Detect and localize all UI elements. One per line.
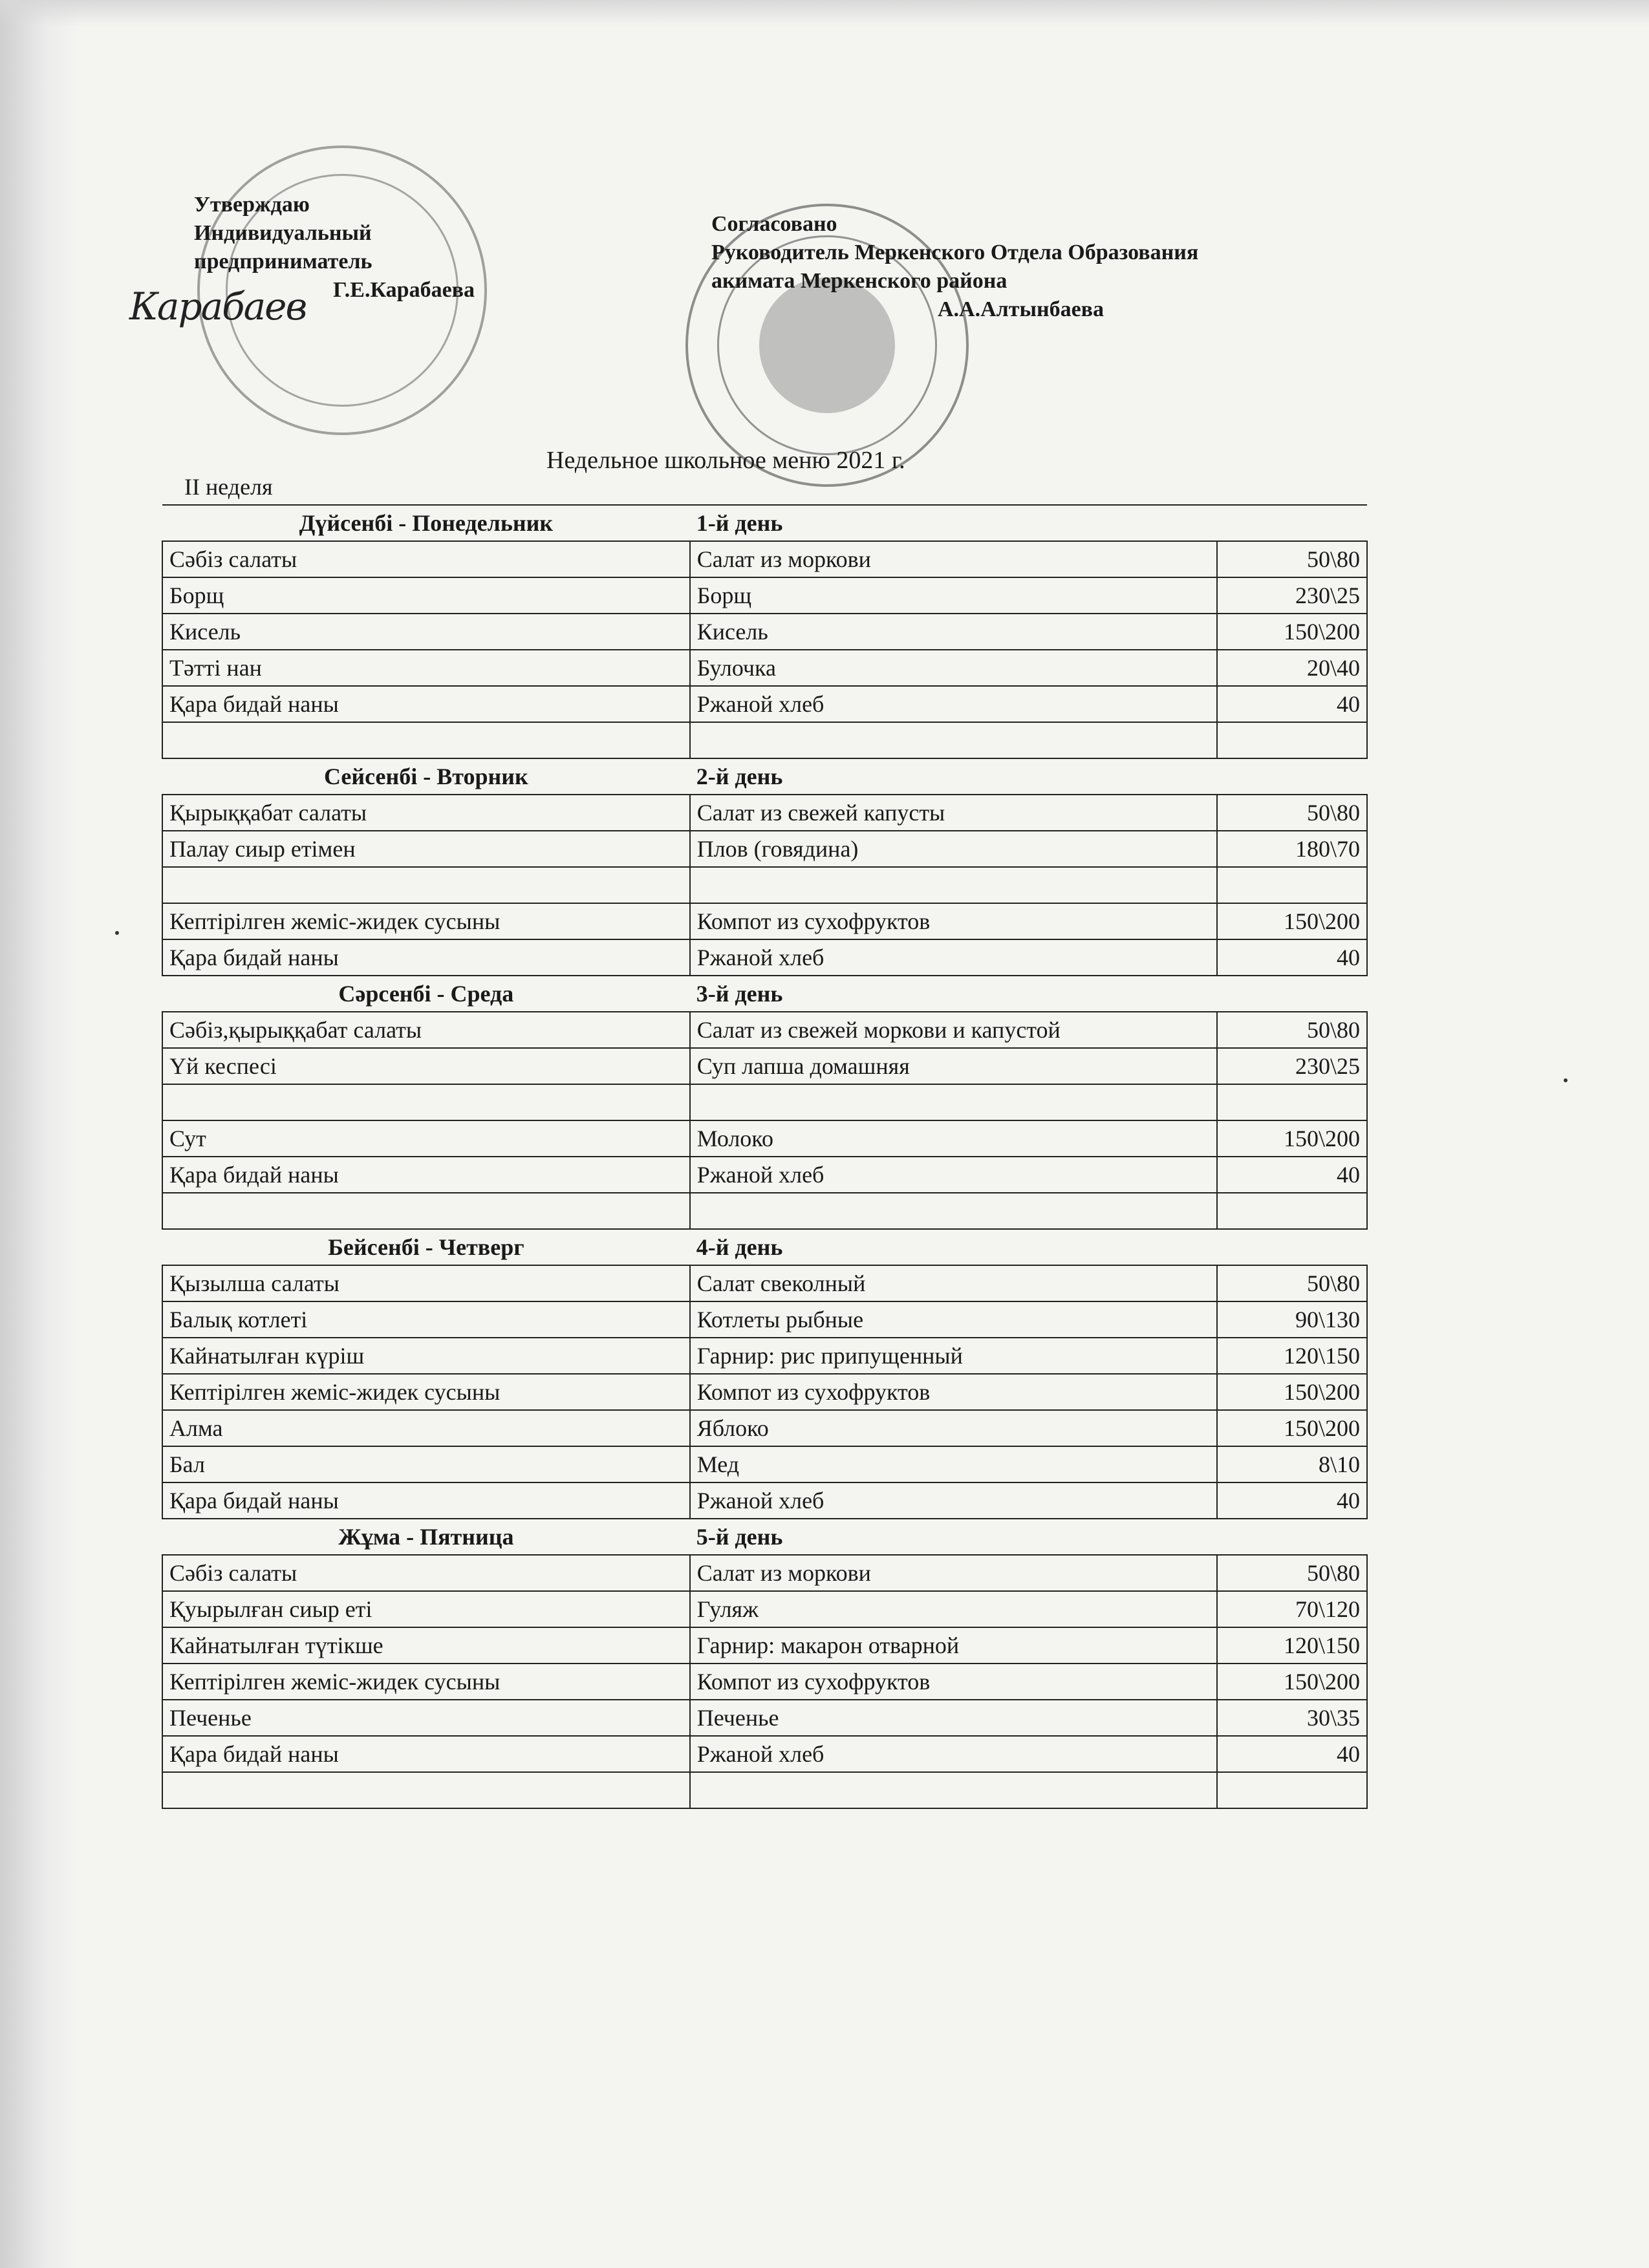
table-row: [162, 650, 1367, 686]
portion-grams: 30\35: [1217, 1700, 1367, 1736]
portion-grams: 150\200: [1217, 903, 1367, 939]
dish-kazakh: [162, 722, 690, 758]
day-header-spacer: [1217, 1519, 1367, 1555]
table-row: [162, 867, 1367, 903]
table-row: [162, 1084, 1367, 1120]
table-row: [162, 1157, 1367, 1193]
agreement-line2: Руководитель Меркенского Отдела Образования: [711, 241, 1199, 264]
day-header-spacer: [1217, 758, 1367, 795]
dish-russian: Ржаной хлеб: [690, 1736, 1218, 1772]
dish-kazakh: Қуырылған сиыр еті: [162, 1591, 690, 1627]
dish-russian: Салат из свежей моркови и капустой: [690, 1012, 1218, 1048]
dish-kazakh: [162, 1084, 690, 1120]
portion-grams: 20\40: [1217, 650, 1367, 686]
dish-russian: Компот из сухофруктов: [690, 903, 1218, 939]
dish-kazakh: Кептірілген жеміс-жидек сусыны: [162, 1374, 690, 1410]
approval-line1: Утверждаю: [194, 193, 310, 217]
dish-kazakh: Кисель: [162, 614, 690, 650]
dish-russian: Компот из сухофруктов: [690, 1664, 1218, 1700]
table-row: [162, 1012, 1367, 1048]
table-row: [162, 1193, 1367, 1229]
dish-russian: Ржаной хлеб: [690, 1157, 1218, 1193]
dish-russian: Салат из моркови: [690, 1555, 1218, 1591]
dish-kazakh: Балық котлеті: [162, 1301, 690, 1338]
table-row: [162, 1555, 1367, 1591]
table-row: [162, 903, 1367, 939]
day-number: 4-й день: [690, 1229, 1218, 1265]
table-row: [162, 541, 1367, 577]
portion-grams: 230\25: [1217, 1048, 1367, 1084]
dish-kazakh: Қара бидай наны: [162, 1157, 690, 1193]
dish-kazakh: Сәбіз салаты: [162, 1555, 690, 1591]
dish-russian: Мед: [690, 1446, 1218, 1482]
dish-russian: Ржаной хлеб: [690, 939, 1218, 976]
day-number: 1-й день: [690, 505, 1218, 541]
day-number: 2-й день: [690, 758, 1218, 795]
dish-russian: Ржаной хлеб: [690, 1482, 1218, 1519]
dish-russian: Салат из моркови: [690, 541, 1218, 577]
dish-kazakh: Үй кеспесі: [162, 1048, 690, 1084]
dish-kazakh: Қара бидай наны: [162, 1482, 690, 1519]
day-header-spacer: [1217, 976, 1367, 1012]
dish-kazakh: Кайнатылған түтікше: [162, 1627, 690, 1664]
day-name: Сейсенбі - Вторник: [162, 758, 690, 795]
table-row: [162, 1301, 1367, 1338]
approval-name: Г.Е.Карабаева: [333, 278, 475, 302]
dish-kazakh: Печенье: [162, 1700, 690, 1736]
portion-grams: 180\70: [1217, 831, 1367, 867]
day-header-row: [162, 1229, 1367, 1265]
dish-kazakh: Қара бидай наны: [162, 686, 690, 722]
table-row: [162, 686, 1367, 722]
portion-grams: 50\80: [1217, 541, 1367, 577]
dish-russian: Кисель: [690, 614, 1218, 650]
dish-russian: [690, 722, 1218, 758]
day-header-row: [162, 505, 1367, 541]
portion-grams: 50\80: [1217, 1012, 1367, 1048]
dish-kazakh: Қырыққабат салаты: [162, 795, 690, 831]
dish-kazakh: Қара бидай наны: [162, 1736, 690, 1772]
dish-kazakh: Сәбіз салаты: [162, 541, 690, 577]
table-row: [162, 831, 1367, 867]
dish-russian: Печенье: [690, 1700, 1218, 1736]
table-row: [162, 1265, 1367, 1301]
day-name: Бейсенбі - Четверг: [162, 1229, 690, 1265]
document-title: Недельное школьное меню 2021 г.: [546, 447, 905, 474]
dish-russian: [690, 1084, 1218, 1120]
day-header-spacer: [1217, 1229, 1367, 1265]
approval-line3: предприниматель: [194, 250, 372, 273]
dish-kazakh: [162, 867, 690, 903]
table-row: [162, 939, 1367, 976]
table-row: [162, 1736, 1367, 1772]
day-header-spacer: [1217, 505, 1367, 541]
dish-russian: Молоко: [690, 1120, 1218, 1157]
agreement-block: [711, 210, 1198, 324]
portion-grams: 120\150: [1217, 1627, 1367, 1664]
dish-russian: Гуляж: [690, 1591, 1218, 1627]
portion-grams: 40: [1217, 1482, 1367, 1519]
portion-grams: 230\25: [1217, 577, 1367, 614]
portion-grams: [1217, 1193, 1367, 1229]
table-row: [162, 1374, 1367, 1410]
week-label: II неделя: [184, 474, 273, 500]
dish-kazakh: Кептірілген жеміс-жидек сусыны: [162, 1664, 690, 1700]
dish-russian: Плов (говядина): [690, 831, 1218, 867]
portion-grams: 8\10: [1217, 1446, 1367, 1482]
portion-grams: [1217, 722, 1367, 758]
scan-speck: [1564, 1078, 1568, 1082]
dish-kazakh: Кептірілген жеміс-жидек сусыны: [162, 903, 690, 939]
portion-grams: 50\80: [1217, 1555, 1367, 1591]
portion-grams: 120\150: [1217, 1338, 1367, 1374]
portion-grams: 50\80: [1217, 795, 1367, 831]
dish-kazakh: Алма: [162, 1410, 690, 1446]
dish-russian: Салат из свежей капусты: [690, 795, 1218, 831]
dish-kazakh: Бал: [162, 1446, 690, 1482]
table-row: [162, 1446, 1367, 1482]
table-row: [162, 1410, 1367, 1446]
dish-russian: Суп лапша домашняя: [690, 1048, 1218, 1084]
approval-line2: Индивидуальный: [194, 221, 372, 245]
table-row: [162, 1591, 1367, 1627]
dish-russian: [690, 1193, 1218, 1229]
portion-grams: 150\200: [1217, 1664, 1367, 1700]
portion-grams: 70\120: [1217, 1591, 1367, 1627]
dish-kazakh: Сут: [162, 1120, 690, 1157]
dish-russian: Компот из сухофруктов: [690, 1374, 1218, 1410]
day-name: Дүйсенбі - Понедельник: [162, 505, 690, 541]
agreement-line3: акимата Меркенского района: [711, 269, 1008, 293]
day-header-row: [162, 1519, 1367, 1555]
day-number: 3-й день: [690, 976, 1218, 1012]
dish-kazakh: Қара бидай наны: [162, 939, 690, 976]
scan-shadow-left: [0, 0, 78, 2268]
table-row: [162, 1772, 1367, 1808]
table-row: [162, 722, 1367, 758]
dish-russian: Салат свеколный: [690, 1265, 1218, 1301]
dish-russian: Булочка: [690, 650, 1218, 686]
portion-grams: [1217, 867, 1367, 903]
table-row: [162, 1338, 1367, 1374]
dish-russian: Гарнир: макарон отварной: [690, 1627, 1218, 1664]
menu-table: [162, 504, 1368, 1809]
dish-russian: Ржаной хлеб: [690, 686, 1218, 722]
table-row: [162, 1627, 1367, 1664]
handwritten-signature: Карабаев: [129, 284, 307, 328]
portion-grams: 150\200: [1217, 1410, 1367, 1446]
day-header-row: [162, 758, 1367, 795]
dish-kazakh: [162, 1772, 690, 1808]
table-row: [162, 1700, 1367, 1736]
day-name: Сәрсенбі - Среда: [162, 976, 690, 1012]
dish-russian: Борщ: [690, 577, 1218, 614]
portion-grams: [1217, 1772, 1367, 1808]
dish-kazakh: Тәтті нан: [162, 650, 690, 686]
table-row: [162, 1482, 1367, 1519]
table-row: [162, 795, 1367, 831]
dish-kazakh: Борщ: [162, 577, 690, 614]
portion-grams: 90\130: [1217, 1301, 1367, 1338]
portion-grams: [1217, 1084, 1367, 1120]
dish-kazakh: Сәбіз,қырыққабат салаты: [162, 1012, 690, 1048]
table-row: [162, 1048, 1367, 1084]
scan-shadow-top: [0, 0, 1649, 26]
portion-grams: 150\200: [1217, 1374, 1367, 1410]
portion-grams: 150\200: [1217, 614, 1367, 650]
day-header-row: [162, 976, 1367, 1012]
dish-kazakh: Кайнатылған күріш: [162, 1338, 690, 1374]
dish-kazakh: Қызылша салаты: [162, 1265, 690, 1301]
day-name: Жұма - Пятница: [162, 1519, 690, 1555]
agreement-line1: Согласовано: [711, 212, 837, 236]
table-row: [162, 614, 1367, 650]
day-number: 5-й день: [690, 1519, 1218, 1555]
scan-speck: [115, 931, 119, 935]
dish-russian: Гарнир: рис припущенный: [690, 1338, 1218, 1374]
table-row: [162, 1664, 1367, 1700]
portion-grams: 40: [1217, 939, 1367, 976]
agreement-name: А.А.Алтынбаева: [938, 297, 1105, 321]
dish-russian: [690, 867, 1218, 903]
portion-grams: 150\200: [1217, 1120, 1367, 1157]
dish-russian: Яблоко: [690, 1410, 1218, 1446]
dish-kazakh: [162, 1193, 690, 1229]
table-row: [162, 1120, 1367, 1157]
table-row: [162, 577, 1367, 614]
dish-russian: [690, 1772, 1218, 1808]
portion-grams: 40: [1217, 1157, 1367, 1193]
portion-grams: 40: [1217, 1736, 1367, 1772]
dish-kazakh: Палау сиыр етімен: [162, 831, 690, 867]
portion-grams: 40: [1217, 686, 1367, 722]
dish-russian: Котлеты рыбные: [690, 1301, 1218, 1338]
portion-grams: 50\80: [1217, 1265, 1367, 1301]
